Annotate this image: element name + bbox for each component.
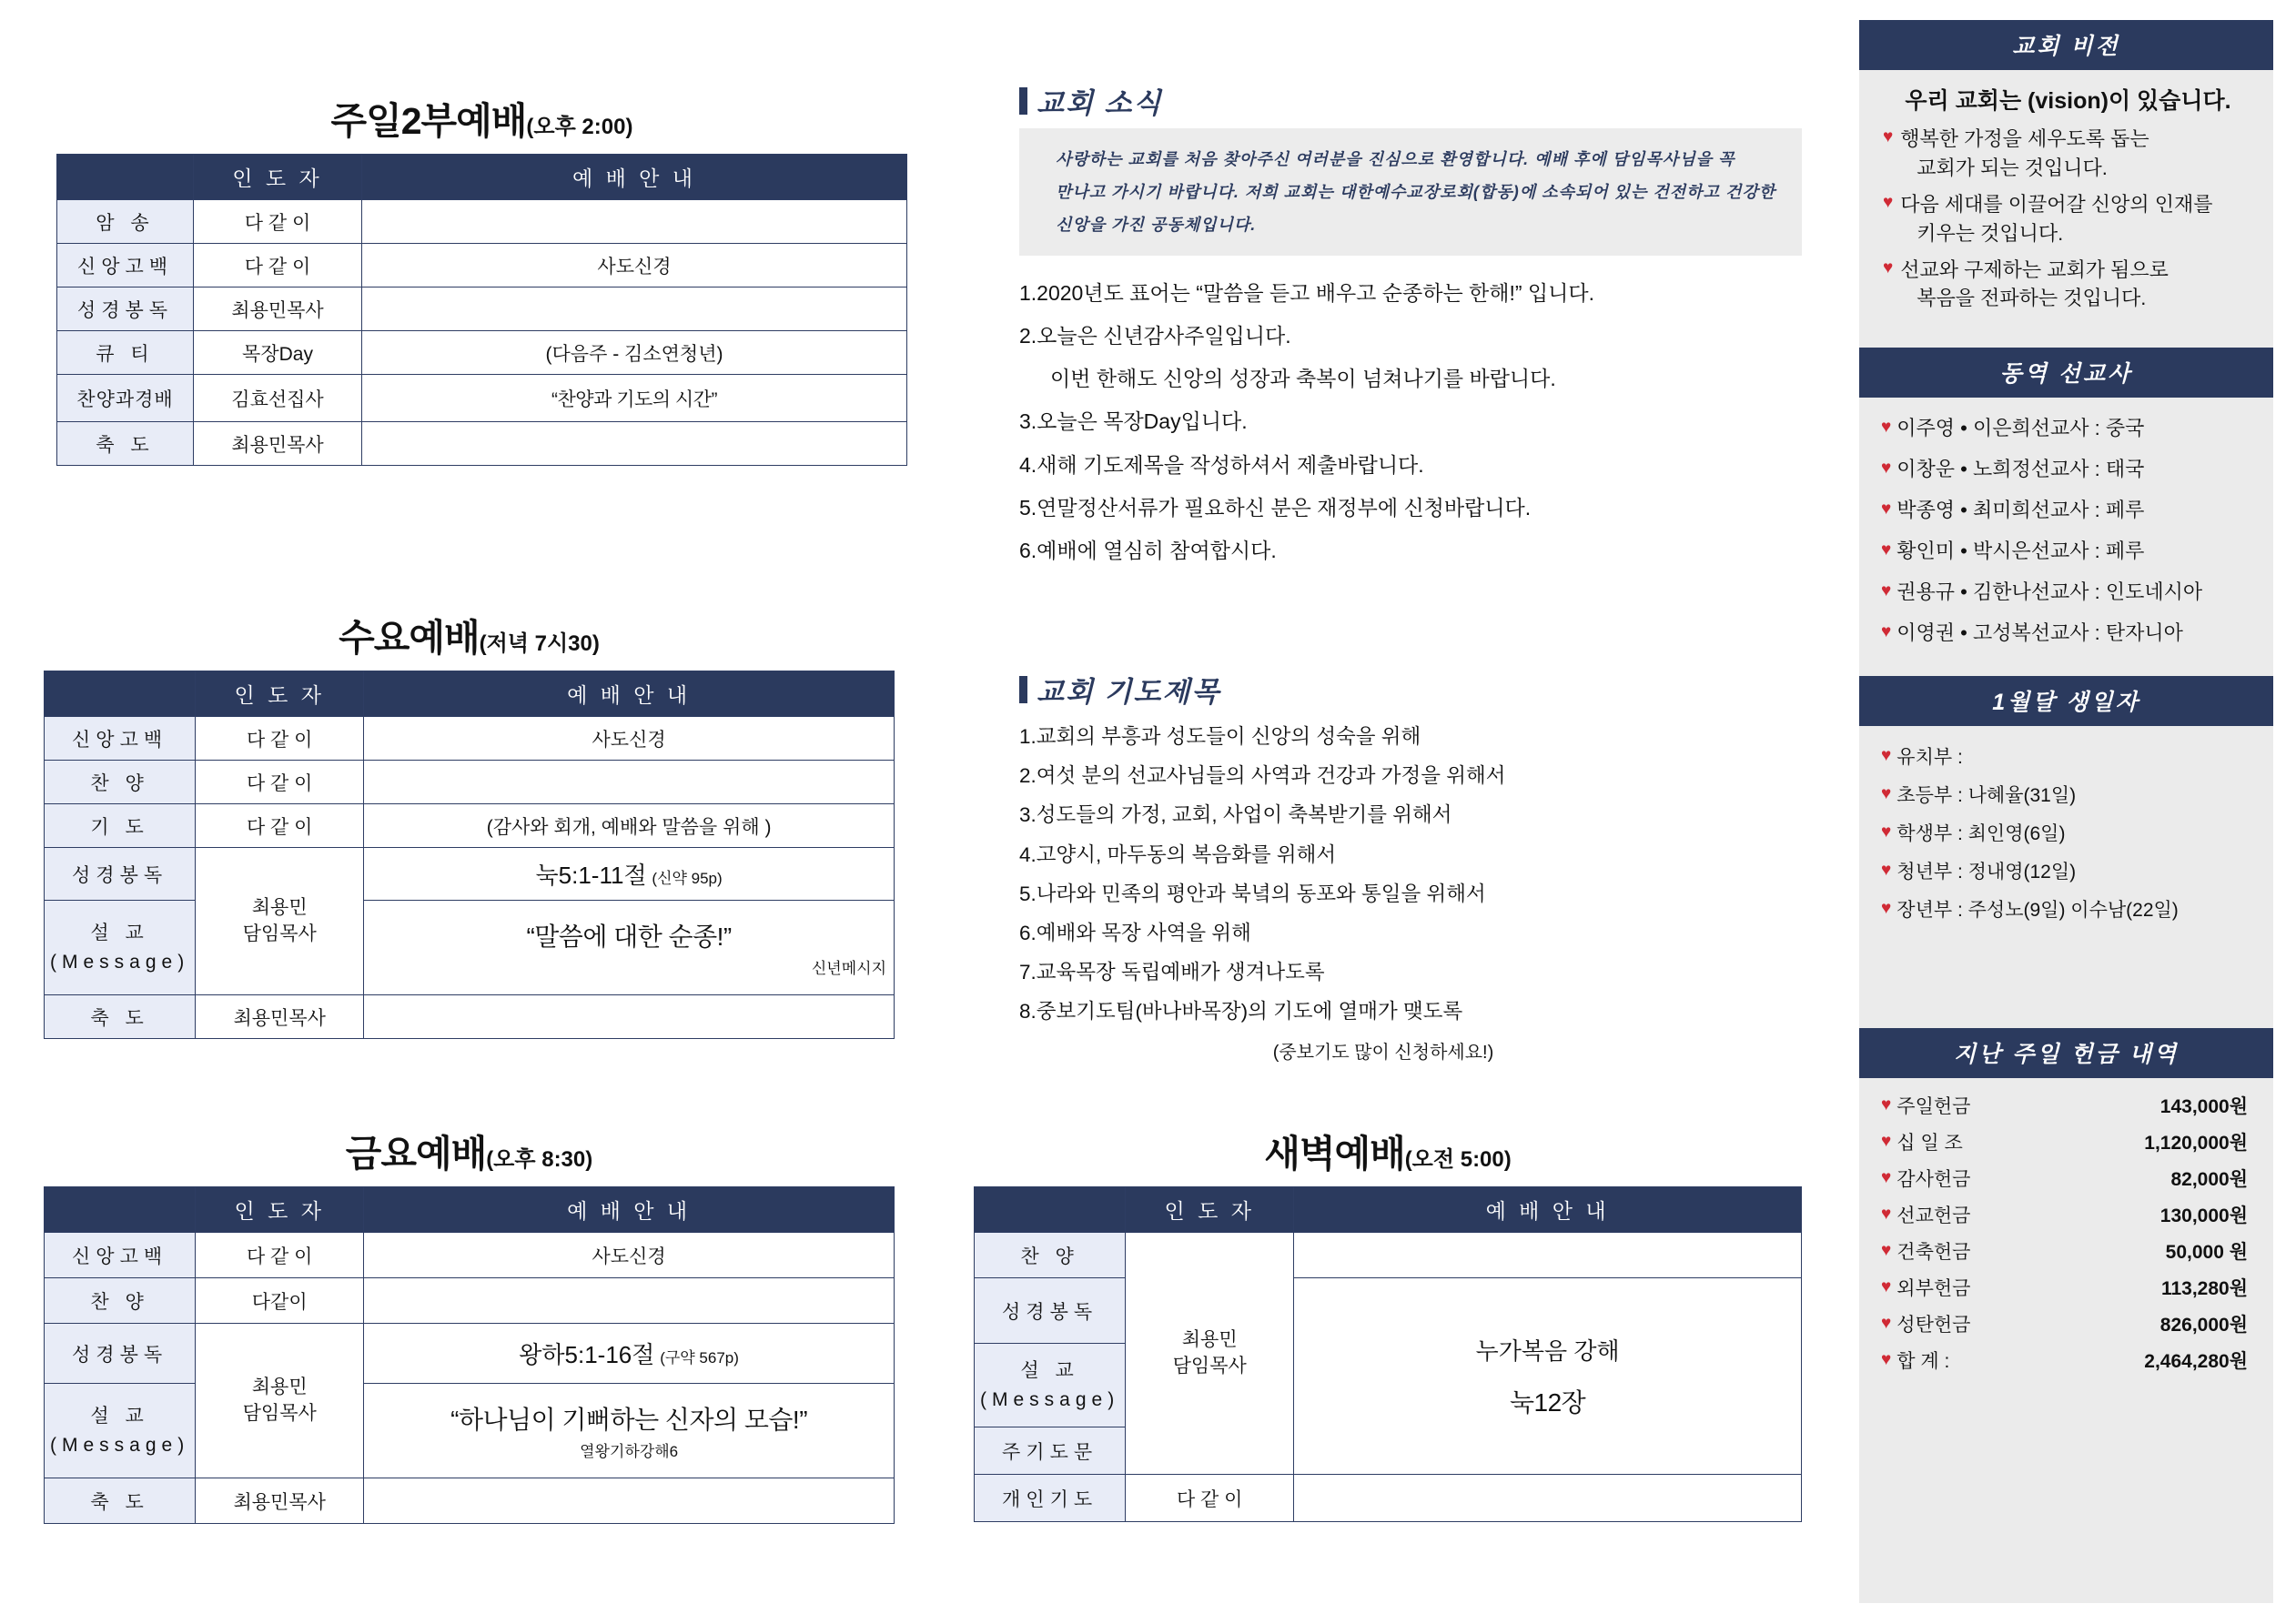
row-leader: 김효선집사 [194, 375, 362, 422]
heading-bar-icon [1019, 676, 1027, 703]
welcome-greeting [1019, 128, 1802, 256]
row-label: 주기도문 [975, 1427, 1126, 1475]
church-news-title: 교회 소식 [1037, 87, 1163, 119]
table-row [45, 717, 895, 761]
offering-amount: 1,120,000원 [2144, 1133, 2248, 1155]
offering-name-wrap [1881, 1237, 2018, 1265]
birthday-item [1876, 813, 2264, 852]
vision-lead: 우리 교회는 (vision)이 있습니다. [1905, 88, 2231, 114]
heart-icon: ♥ [1881, 621, 1892, 641]
missionary-item [1868, 448, 2264, 489]
row-leader: 다 같 이 [196, 717, 364, 761]
prayer-item: 8.중보기도팀(바나바목장)의 기도에 열매가 맺도록 [1019, 1000, 1463, 1024]
service-block-sunday2 [56, 91, 907, 466]
table-row [57, 331, 907, 375]
row-info-merged [1294, 1278, 1802, 1475]
notice-item: 3.오늘은 목장Day입니다. [1019, 409, 1248, 434]
service-table-wednesday [44, 671, 895, 1039]
service-title-friday [44, 1124, 895, 1177]
service-title-sub: (저녁 7시30) [479, 631, 600, 656]
service-title-main: 수요예배 [339, 617, 480, 659]
service-title-wednesday [44, 608, 895, 661]
col-blank [45, 1187, 196, 1233]
offering-row [1874, 1233, 2268, 1269]
offering-row [1874, 1160, 2268, 1196]
heart-icon: ♥ [1881, 458, 1892, 478]
heart-icon: ♥ [1881, 540, 1892, 560]
offering-row [1874, 1124, 2268, 1160]
heart-icon: ♥ [1881, 822, 1892, 842]
row-leader-merged [196, 1324, 364, 1478]
table-row [45, 1233, 895, 1278]
vision-item-text [1900, 256, 2169, 314]
row-label: 성경봉독 [57, 287, 194, 331]
col-blank [975, 1187, 1126, 1233]
missionary-item [1868, 489, 2264, 530]
offering-name-wrap [1881, 1347, 2018, 1374]
row-label: 찬 양 [45, 1278, 196, 1324]
prayer-item: 5.나라와 민족의 평안과 북녘의 동포와 통일을 위해서 [1019, 882, 1486, 905]
service-title-main: 금요예배 [345, 1133, 487, 1175]
birthday-text: 유치부 : [1896, 747, 1963, 769]
service-title-sunday2 [56, 91, 907, 145]
greeting-line-2: 만나고 가시기 바랍니다. 저희 교회는 대한예수교장로회(합동)에 소속되어 있는 건전하고 건강한 [1056, 183, 1776, 201]
table-row [975, 1233, 1802, 1278]
offering-amount: 2,464,280원 [2144, 1351, 2248, 1373]
sermon-title: “말씀에 대한 순종!” [526, 923, 732, 951]
row-info: 사도신경 [364, 1233, 895, 1278]
greeting-line-1: 사랑하는 교회를 처음 찾아주신 여러분을 진심으로 환영합니다. 예배 후에 담임목사님을 꼭 [1056, 150, 1735, 168]
notice-item-sub: 이번 한해도 신앙의 성장과 축복이 넘쳐나기를 바랍니다. [1050, 367, 1556, 391]
vision-item [1883, 190, 2253, 248]
row-info [364, 1478, 895, 1524]
row-label: 성경봉독 [45, 1324, 196, 1384]
scripture-reference: 왕하5:1-16절 [519, 1341, 655, 1368]
offering-name-wrap [1881, 1310, 2018, 1337]
section-header-birthdays: 1월달 생일자 [1859, 676, 2273, 726]
heart-icon: ♥ [1881, 746, 1892, 766]
prayer-item: 6.예배와 목장 사역을 위해 [1019, 921, 1251, 944]
row-leader: 다 같 이 [196, 761, 364, 804]
heart-icon: ♥ [1881, 1350, 1892, 1370]
table-header-row [45, 1187, 895, 1233]
section-header-offering: 지난 주일 헌금 내역 [1859, 1028, 2273, 1078]
row-label-line1: 설 교 [90, 1406, 149, 1427]
missionary-item [1868, 530, 2264, 570]
service-title-sub: (오후 2:00) [526, 115, 633, 139]
birthday-list [1859, 726, 2273, 941]
table-row [45, 804, 895, 848]
row-label: 찬 양 [975, 1233, 1126, 1278]
vision-body [1859, 70, 2273, 335]
prayer-item: 3.성도들의 가정, 교회, 사업이 축복받기를 위해서 [1019, 803, 1452, 827]
vision-item-line2: 키우는 것입니다. [1917, 221, 2064, 245]
vision-item-text [1900, 125, 2149, 183]
table-row [45, 848, 895, 901]
row-label [45, 1384, 196, 1478]
birthday-item [1876, 737, 2264, 775]
offering-list [1859, 1078, 2273, 1391]
table-row [57, 375, 907, 422]
row-info-empty [1294, 1475, 1802, 1522]
row-label: 신앙고백 [45, 1233, 196, 1278]
row-label [975, 1344, 1126, 1427]
spacer [1859, 663, 2273, 676]
row-leader: 다 같 이 [196, 1233, 364, 1278]
row-label: 성경봉독 [45, 848, 196, 901]
row-info [364, 995, 895, 1039]
row-leader: 다 같 이 [194, 200, 362, 244]
prayer-heading [1019, 669, 1802, 710]
offering-name-wrap [1881, 1092, 2018, 1119]
service-block-wednesday [44, 608, 895, 1039]
missionary-text: 황인미 • 박시은선교사 : 페루 [1896, 540, 2145, 563]
row-leader: 최용민목사 [196, 995, 364, 1039]
row-label: 기 도 [45, 804, 196, 848]
section-header-vision: 교회 비전 [1859, 20, 2273, 70]
dawn-reading: 누가복음 강해 [1475, 1337, 1620, 1365]
row-leader: 최용민목사 [194, 422, 362, 466]
heart-icon: ♥ [1881, 899, 1892, 919]
col-info: 예 배 안 내 [1294, 1187, 1802, 1233]
col-info: 예 배 안 내 [364, 671, 895, 717]
dawn-sermon: 눅12장 [1509, 1388, 1586, 1417]
birthday-text: 장년부 : 주성노(9일) 이수남(22일) [1896, 900, 2179, 922]
offering-amount: 82,000원 [2170, 1169, 2248, 1191]
table-row [45, 1324, 895, 1384]
row-info: 사도신경 [362, 244, 907, 287]
row-leader-merged [196, 848, 364, 995]
row-label-line2: (Message) [50, 951, 190, 973]
scripture-reference: 눅5:1-11절 [535, 862, 647, 889]
col-leader: 인 도 자 [196, 1187, 364, 1233]
scripture-page: (신약 95p) [652, 870, 723, 887]
missionary-item [1868, 611, 2264, 652]
offering-name: 십 일 조 [1896, 1133, 1963, 1155]
birthday-text: 학생부 : 최인영(6일) [1896, 823, 2066, 845]
row-info [364, 761, 895, 804]
heading-bar-icon [1019, 87, 1027, 115]
row-info [362, 287, 907, 331]
service-block-dawn [974, 1124, 1802, 1522]
row-leader: 목장Day [194, 331, 362, 375]
notice-item: 6.예배에 열심히 참여합시다. [1019, 538, 1277, 562]
prayer-item: 4.고양시, 마두동의 복음화를 위해서 [1019, 842, 1337, 866]
church-news-section [1019, 80, 1802, 572]
heart-icon: ♥ [1883, 192, 1894, 212]
row-label-line1: 설 교 [90, 923, 149, 943]
spacer [1859, 941, 2273, 1028]
row-leader: 다 같 이 [196, 804, 364, 848]
table-row [45, 901, 895, 995]
heart-icon: ♥ [1883, 257, 1894, 277]
offering-amount: 143,000원 [2159, 1096, 2248, 1118]
service-title-sub: (오전 5:00) [1404, 1147, 1512, 1172]
row-label: 찬 양 [45, 761, 196, 804]
row-info [362, 422, 907, 466]
row-label: 축 도 [45, 1478, 196, 1524]
notice-item: 1.2020년도 표어는 “말씀을 듣고 배우고 순종하는 한해!” 입니다. [1019, 281, 1594, 305]
sermon-note: 신년메시지 [811, 960, 886, 977]
row-info: “찬양과 기도의 시간” [362, 375, 907, 422]
offering-name-wrap [1881, 1165, 2018, 1192]
prayer-list [1019, 717, 1802, 1070]
row-info-empty [1294, 1233, 1802, 1278]
offering-amount: 826,000원 [2159, 1315, 2248, 1337]
prayer-title: 교회 기도제목 [1037, 676, 1221, 708]
row-label-line2: (Message) [980, 1388, 1120, 1410]
scripture-page: (구약 567p) [660, 1349, 739, 1367]
col-blank [57, 155, 194, 200]
table-header-row [45, 671, 895, 717]
offering-amount: 130,000원 [2159, 1205, 2248, 1227]
offering-row [1874, 1196, 2268, 1233]
heart-icon: ♥ [1881, 1205, 1892, 1225]
heart-icon: ♥ [1881, 1168, 1892, 1188]
row-leader: 다 같 이 [1126, 1475, 1294, 1522]
table-row [45, 1278, 895, 1324]
row-label-line2: (Message) [50, 1434, 190, 1456]
row-label: 축 도 [57, 422, 194, 466]
church-news-heading [1019, 80, 1802, 121]
heart-icon: ♥ [1881, 1314, 1892, 1334]
offering-row [1874, 1306, 2268, 1342]
row-label: 개인기도 [975, 1475, 1126, 1522]
table-header-row [975, 1187, 1802, 1233]
row-label: 찬양과경배 [57, 375, 194, 422]
offering-total-row [1874, 1342, 2268, 1378]
missionary-item [1868, 570, 2264, 611]
missionary-text: 권용규 • 김한나선교사 : 인도네시아 [1896, 580, 2203, 604]
sermon-title: “하나님이 기뻐하는 신자의 모습!” [450, 1406, 808, 1434]
missionary-text: 이주영 • 이은희선교사 : 중국 [1896, 417, 2145, 440]
offering-name-wrap [1881, 1128, 2018, 1155]
vision-item [1883, 125, 2253, 183]
heart-icon: ♥ [1881, 861, 1892, 881]
col-leader: 인 도 자 [1126, 1187, 1294, 1233]
offering-amount: 50,000 원 [2165, 1242, 2248, 1264]
spacer [1859, 335, 2273, 348]
row-info: (다음주 - 김소연청년) [362, 331, 907, 375]
offering-name: 감사헌금 [1896, 1169, 1971, 1191]
birthday-item [1876, 775, 2264, 813]
row-label: 축 도 [45, 995, 196, 1039]
service-title-sub: (오후 8:30) [486, 1147, 593, 1172]
offering-name: 외부헌금 [1896, 1278, 1971, 1300]
offering-name-wrap [1881, 1274, 2018, 1301]
notice-item: 5.연말정산서류가 필요하신 분은 재정부에 신청바랍니다. [1019, 495, 1532, 519]
col-info: 예 배 안 내 [362, 155, 907, 200]
missionary-text: 박종영 • 최미희선교사 : 페루 [1896, 499, 2145, 522]
col-info: 예 배 안 내 [364, 1187, 895, 1233]
heart-icon: ♥ [1881, 1241, 1892, 1261]
offering-name: 합 계 : [1896, 1351, 1950, 1373]
prayer-item: 7.교육목장 독립예배가 생겨나도록 [1019, 961, 1325, 984]
table-row [975, 1278, 1802, 1344]
leader-role: 담임목사 [242, 923, 317, 944]
offering-row [1874, 1269, 2268, 1306]
vision-item-line1: 다음 세대를 이끌어갈 신앙의 인재를 [1900, 192, 2213, 216]
row-leader: 다 같 이 [194, 244, 362, 287]
row-info [364, 901, 895, 995]
row-info: (감사와 회개, 예배와 말씀을 위해 ) [364, 804, 895, 848]
row-leader: 최용민목사 [194, 287, 362, 331]
table-row [57, 422, 907, 466]
missionary-text: 이영권 • 고성복선교사 : 탄자니아 [1896, 621, 2183, 645]
notice-item: 4.새해 기도제목을 작성하셔서 제출바랍니다. [1019, 452, 1424, 477]
leader-name: 최용민 [1181, 1329, 1238, 1351]
table-row [57, 287, 907, 331]
table-row [45, 1478, 895, 1524]
offering-row [1874, 1087, 2268, 1124]
table-row [45, 1384, 895, 1478]
sidebar [1859, 20, 2273, 1603]
heart-icon: ♥ [1881, 1277, 1892, 1297]
offering-name: 건축헌금 [1896, 1242, 1971, 1264]
row-info: 사도신경 [364, 717, 895, 761]
service-title-main: 새벽예배 [1264, 1133, 1405, 1175]
row-label: 신앙고백 [57, 244, 194, 287]
birthday-text: 초등부 : 나혜율(31일) [1896, 785, 2077, 807]
table-row [57, 200, 907, 244]
row-label: 암 송 [57, 200, 194, 244]
offering-name-wrap [1881, 1201, 2018, 1228]
prayer-topics-section [1019, 669, 1802, 1070]
row-info [364, 1384, 895, 1478]
row-leader-merged [1126, 1233, 1294, 1475]
table-row [975, 1475, 1802, 1522]
leader-name: 최용민 [251, 1377, 308, 1398]
row-info [364, 1324, 895, 1384]
col-leader: 인 도 자 [194, 155, 362, 200]
vision-item-line1: 선교와 구제하는 교회가 됨으로 [1900, 257, 2169, 281]
row-label [45, 901, 196, 995]
heart-icon: ♥ [1881, 1095, 1892, 1115]
birthday-item [1876, 890, 2264, 928]
heart-icon: ♥ [1881, 1132, 1892, 1152]
service-block-friday [44, 1124, 895, 1524]
offering-amount: 113,280원 [2160, 1278, 2248, 1300]
row-label-line1: 설 교 [1020, 1360, 1079, 1381]
offering-name: 선교헌금 [1896, 1205, 1971, 1227]
heart-icon: ♥ [1881, 580, 1892, 600]
vision-item-line1: 행복한 가정을 세우도록 돕는 [1900, 127, 2149, 150]
offering-name: 주일헌금 [1896, 1096, 1971, 1118]
section-header-missionaries: 동역 선교사 [1859, 348, 2273, 398]
table-header-row [57, 155, 907, 200]
row-leader: 다같이 [196, 1278, 364, 1324]
birthday-text: 청년부 : 정내영(12일) [1896, 862, 2077, 883]
notice-list [1019, 272, 1802, 572]
leader-name: 최용민 [251, 897, 308, 919]
row-leader: 최용민목사 [196, 1478, 364, 1524]
vision-item-line2: 복음을 전파하는 것입니다. [1917, 287, 2147, 310]
service-table-friday [44, 1186, 895, 1524]
sermon-note: 열왕기하강해6 [580, 1443, 679, 1460]
vision-item-text [1900, 190, 2212, 248]
prayer-item: 1.교회의 부흥과 성도들이 신앙의 성숙을 위해 [1019, 725, 1421, 748]
notice-item: 2.오늘은 신년감사주일입니다. [1019, 324, 1291, 348]
service-table-dawn [974, 1186, 1802, 1522]
leader-role: 담임목사 [1172, 1355, 1247, 1377]
row-label: 성경봉독 [975, 1278, 1126, 1344]
table-row [57, 244, 907, 287]
heart-icon: ♥ [1881, 499, 1892, 519]
col-leader: 인 도 자 [196, 671, 364, 717]
service-table-sunday2 [56, 154, 907, 466]
table-row [45, 761, 895, 804]
vision-item [1883, 256, 2253, 314]
heart-icon: ♥ [1881, 417, 1892, 437]
leader-role: 담임목사 [242, 1402, 317, 1424]
row-label: 큐 티 [57, 331, 194, 375]
missionary-item [1868, 407, 2264, 448]
heart-icon: ♥ [1881, 784, 1892, 804]
greeting-line-3: 신앙을 가진 공동체입니다. [1056, 216, 1257, 234]
prayer-item: 2.여섯 분의 선교사님들의 사역과 건강과 가정을 위해서 [1019, 764, 1506, 788]
row-info [364, 848, 895, 901]
vision-item-line2: 교회가 되는 것입니다. [1917, 156, 2108, 179]
service-title-dawn [974, 1124, 1802, 1177]
service-title-main: 주일2부예배 [330, 100, 527, 142]
missionary-text: 이창운 • 노희정선교사 : 태국 [1896, 458, 2145, 481]
heart-icon: ♥ [1883, 127, 1894, 146]
prayer-footnote: (중보기도 많이 신청하세요!) [1272, 1042, 1494, 1063]
row-info [362, 200, 907, 244]
missionary-list [1859, 398, 2273, 663]
offering-name: 성탄헌금 [1896, 1315, 1971, 1337]
birthday-item [1876, 852, 2264, 890]
table-row [45, 995, 895, 1039]
row-info [364, 1278, 895, 1324]
row-label: 신앙고백 [45, 717, 196, 761]
col-blank [45, 671, 196, 717]
